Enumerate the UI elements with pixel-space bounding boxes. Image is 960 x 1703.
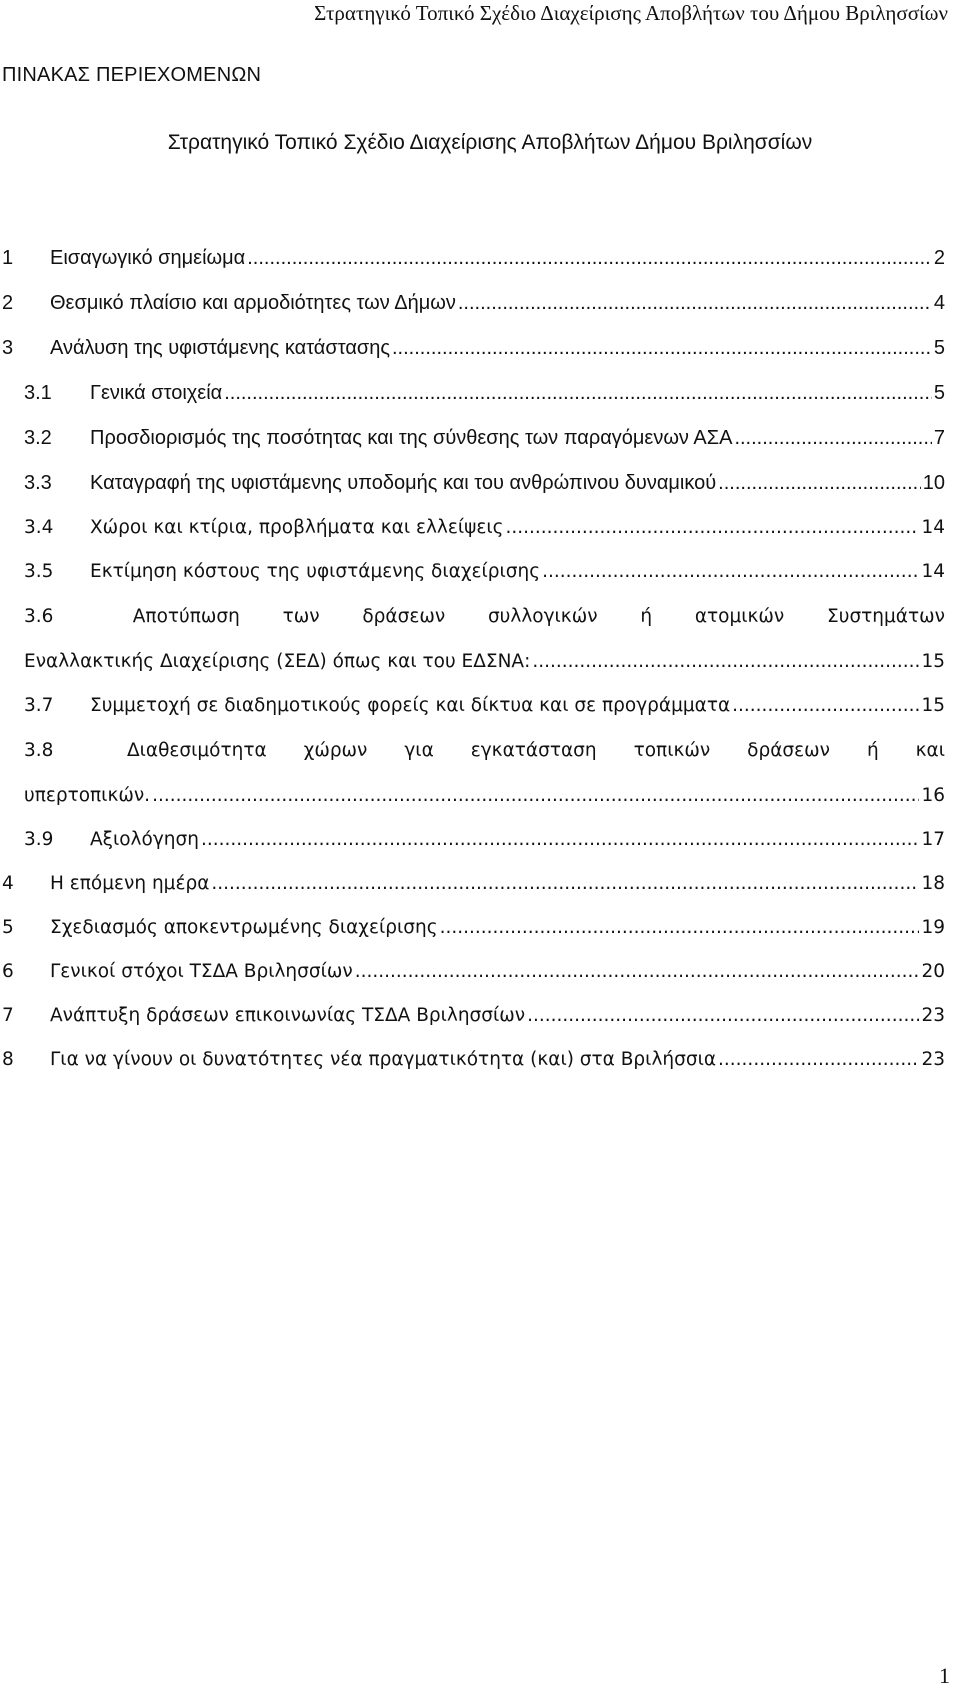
dot-leader xyxy=(718,469,921,497)
toc-entry-page: 16 xyxy=(921,785,945,806)
toc-entry-4[interactable] xyxy=(2,870,945,898)
toc-entry-number: 3.4 xyxy=(24,517,54,538)
toc-entry-page: 19 xyxy=(921,917,945,938)
dot-leader xyxy=(152,782,919,810)
dot-leader xyxy=(532,648,919,676)
toc-entry-word: και xyxy=(915,740,945,761)
toc-entry-word: ή xyxy=(866,740,879,761)
toc-entry-page: 20 xyxy=(921,961,945,982)
toc-entry-word: των xyxy=(282,606,320,627)
toc-entry-word: για xyxy=(404,740,434,761)
toc-entry-word: συλλογικών xyxy=(487,606,598,627)
toc-entry-word: ατομικών xyxy=(694,606,785,627)
toc-entry-word: Διαθεσιμότητα xyxy=(126,740,267,761)
toc-entry-number: 3.7 xyxy=(24,695,54,716)
dot-leader xyxy=(211,870,919,898)
toc-entry-text: Εκτίμηση κόστους της υφιστάμενης διαχείρισης xyxy=(90,561,541,582)
dot-leader xyxy=(458,289,932,317)
toc-entry-text: Η επόμενη ημέρα xyxy=(50,873,210,894)
toc-entry-text: Αξιολόγηση xyxy=(90,829,199,850)
toc-entry-word: δράσεων xyxy=(362,606,446,627)
dot-leader xyxy=(734,424,931,452)
toc-entry-page: 18 xyxy=(921,873,945,894)
toc-entry-text: Ανάλυση της υφιστάμενης κατάστασης xyxy=(50,337,390,359)
toc-entry-5[interactable] xyxy=(2,914,945,942)
toc-entry-number: 2 xyxy=(2,292,14,314)
dot-leader xyxy=(527,1002,919,1030)
toc-entry-word: τοπικών xyxy=(633,740,711,761)
toc-entry-text: Προσδιορισμός της ποσότητας και της σύνθεσης των παραγόμενων ΑΣΑ xyxy=(90,427,733,449)
toc-entry-number: 3 xyxy=(2,337,14,359)
toc-entry-number: 3.9 xyxy=(24,829,54,850)
toc-entry-3-9[interactable] xyxy=(24,826,945,854)
toc-entry-number: 6 xyxy=(2,961,14,982)
running-header: Στρατηγικό Τοπικό Σχέδιο Διαχείρισης Αποβλήτων του Δήμου Βριλησσίων xyxy=(314,1,948,25)
dot-leader xyxy=(224,379,932,407)
toc-entry-text: Συμμετοχή σε διαδημοτικούς φορείς και δίκτυα και σε προγράμματα xyxy=(90,695,731,716)
toc-entry-word: εγκατάσταση xyxy=(470,740,597,761)
dot-leader xyxy=(542,558,919,586)
dot-leader xyxy=(355,958,920,986)
toc-entry-number: 4 xyxy=(2,873,14,894)
toc-entry-number: 1 xyxy=(2,247,14,269)
dot-leader xyxy=(392,334,932,362)
toc-entry-page: 15 xyxy=(921,651,945,672)
toc-entry-page: 2 xyxy=(933,247,945,269)
toc-entry-text: Για να γίνουν οι δυνατότητες νέα πραγματικότητα (και) στα Βριλήσσια xyxy=(50,1049,717,1070)
toc-entry-page: 17 xyxy=(921,829,945,850)
toc-entry-3-3[interactable] xyxy=(24,469,945,497)
toc-entry-text: Καταγραφή της υφιστάμενης υποδομής και του ανθρώπινου δυναμικού xyxy=(90,472,717,494)
toc-entry-3-8-line1[interactable] xyxy=(24,737,945,765)
toc-entry-page: 5 xyxy=(933,337,945,359)
toc-entry-text: Γενικοί στόχοι ΤΣΔΑ Βριλησσίων xyxy=(50,961,353,982)
toc-entry-page: 23 xyxy=(921,1005,945,1026)
toc-entry-6[interactable] xyxy=(2,958,945,986)
toc-entry-3-7[interactable] xyxy=(24,692,945,720)
toc-entry-number: 3.1 xyxy=(24,382,52,404)
toc-entry-2[interactable] xyxy=(2,289,945,317)
dot-leader xyxy=(247,244,932,272)
toc-entry-3-1[interactable] xyxy=(24,379,945,407)
toc-entry-word: Αποτύπωση xyxy=(132,606,240,627)
toc-entry-3-6-line1[interactable] xyxy=(24,603,945,631)
toc-entry-3-8-line2[interactable] xyxy=(24,782,945,810)
toc-entry-text: Εναλλακτικής Διαχείρισης (ΣΕΔ) όπως και του ΕΔΣΝΑ: xyxy=(24,651,531,672)
toc-entry-word: ή xyxy=(640,606,653,627)
dot-leader xyxy=(718,1046,919,1074)
toc-entry-page: 23 xyxy=(921,1049,945,1070)
toc-entry-text: Σχεδιασμός αποκεντρωμένης διαχείρισης xyxy=(50,917,438,938)
page-number: 1 xyxy=(939,1663,950,1688)
dot-leader xyxy=(440,914,920,942)
toc-entry-text: Χώροι και κτίρια, προβλήματα και ελλείψεις xyxy=(90,517,504,538)
toc-entry-number: 7 xyxy=(2,1005,14,1026)
toc-entry-page: 7 xyxy=(933,427,945,449)
toc-heading: ΠΙΝΑΚΑΣ ΠΕΡΙΕΧΟΜΕΝΩΝ xyxy=(2,64,262,86)
toc-entry-3-6-line2[interactable] xyxy=(24,648,945,676)
toc-entry-3[interactable] xyxy=(2,334,945,362)
toc-entry-number: 5 xyxy=(2,917,14,938)
toc-entry-page: 14 xyxy=(921,561,945,582)
toc-entry-3-5[interactable] xyxy=(24,558,945,586)
toc-entry-text: Εισαγωγικό σημείωμα xyxy=(50,247,246,269)
dot-leader xyxy=(732,692,919,720)
toc-entry-text: υπερτοπικών. xyxy=(24,785,151,806)
toc-entry-3-2[interactable] xyxy=(24,424,945,452)
toc-entry-word: χώρων xyxy=(303,740,368,761)
toc-entry-7[interactable] xyxy=(2,1002,945,1030)
dot-leader xyxy=(201,826,920,854)
toc-entry-text: Γενικά στοιχεία xyxy=(90,382,223,404)
toc-entry-page: 15 xyxy=(921,695,945,716)
toc-entry-number: 3.2 xyxy=(24,427,52,449)
document-title: Στρατηγικό Τοπικό Σχέδιο Διαχείρισης Αποβλήτων Δήμου Βριλησσίων xyxy=(167,131,813,154)
toc-entry-3-4[interactable] xyxy=(24,514,945,542)
toc-entry-number: 3.6 xyxy=(24,606,54,627)
toc-entry-page: 14 xyxy=(921,517,945,538)
toc-entry-1[interactable] xyxy=(2,244,945,272)
toc-entry-page: 10 xyxy=(922,472,945,494)
toc-entry-text: Ανάπτυξη δράσεων επικοινωνίας ΤΣΔΑ Βριλησσίων xyxy=(50,1005,526,1026)
toc-entry-8[interactable] xyxy=(2,1046,945,1074)
toc-entry-word: δράσεων xyxy=(747,740,830,761)
toc-entry-number: 3.5 xyxy=(24,561,54,582)
toc-entry-text: Θεσμικό πλαίσιο και αρμοδιότητες των Δήμων xyxy=(50,292,456,314)
toc-entry-word: Συστημάτων xyxy=(827,606,945,627)
toc-entry-number: 3.8 xyxy=(24,740,54,761)
toc-entry-number: 8 xyxy=(2,1049,14,1070)
toc-entry-page: 4 xyxy=(933,292,945,314)
dot-leader xyxy=(505,514,919,542)
toc-entry-page: 5 xyxy=(933,382,945,404)
toc-entry-number: 3.3 xyxy=(24,472,52,494)
